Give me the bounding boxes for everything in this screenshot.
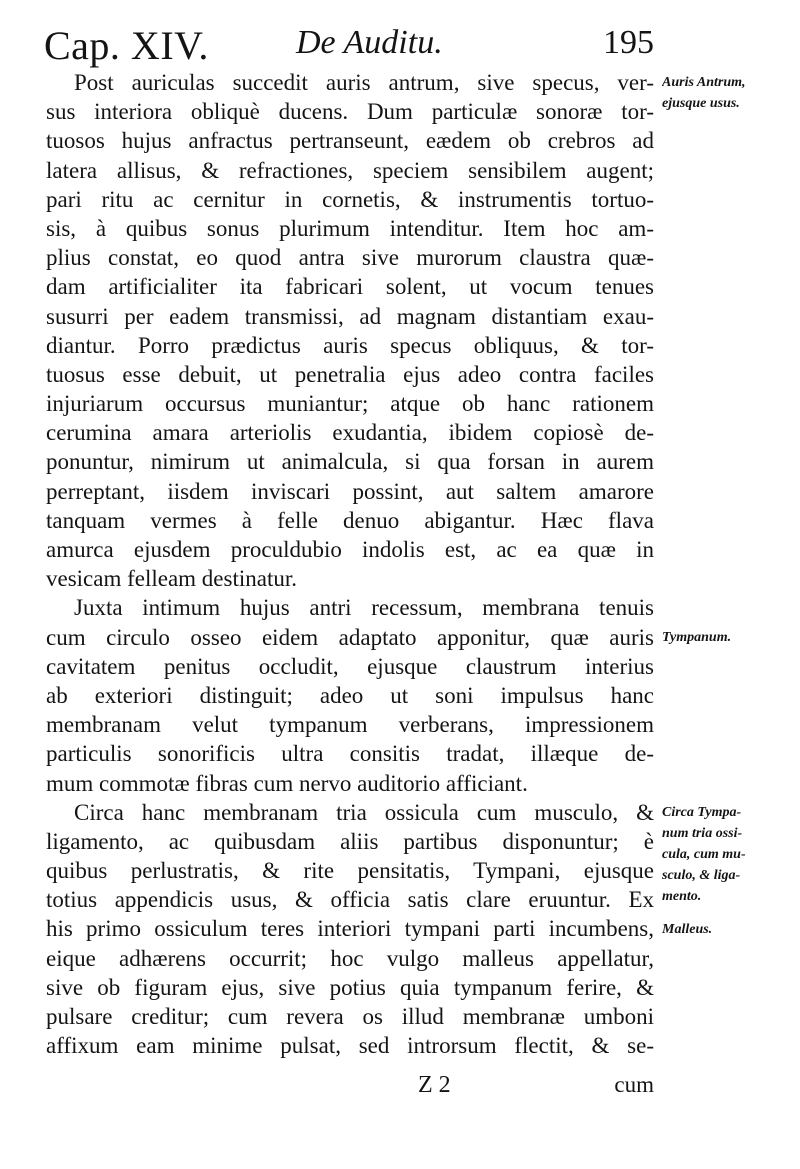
text-line: his primo ossiculum teres interiori tympani parti incumbens, — [46, 916, 654, 942]
text-line: latera allisus, & refractiones, speciem sensibilem augent; — [46, 157, 654, 183]
marginal-note-line: sculo, & liga- — [662, 868, 741, 883]
text-line: tuosus esse debuit, ut penetralia ejus adeo contra faciles — [46, 361, 654, 387]
page-footer — [46, 1070, 654, 1102]
marginal-note-line: mento. — [662, 889, 702, 904]
marginal-note-line: Auris Antrum, — [662, 75, 746, 90]
text-line: totius appendicis usus, & officia satis clare eruuntur. Ex — [46, 887, 654, 913]
main-text-block — [46, 68, 654, 1060]
marginal-note — [662, 627, 794, 648]
running-header — [40, 20, 660, 68]
marginal-note-line: cula, cum mu- — [662, 847, 746, 862]
marginal-note-line: ejusque usus. — [662, 96, 740, 111]
marginal-note-line: Malleus. — [662, 921, 713, 937]
text-line: perreptant, iisdem inviscari possint, aut saltem amarore — [46, 478, 654, 504]
text-line: particulis sonorificis ultra consitis tradat, illæque de- — [46, 741, 654, 767]
text-line: tanquam vermes à felle denuo abigantur. Hæc flava — [46, 507, 654, 533]
text-line: ab exteriori distinguit; adeo ut soni impulsus hanc — [46, 682, 654, 708]
marginal-note-line: Tympanum. — [662, 629, 732, 645]
text-line: cavitatem penitus occludit, ejusque claustrum interius — [46, 653, 654, 679]
text-line: ligamento, ac quibusdam aliis partibus disponuntur; è — [46, 828, 654, 854]
text-line: eique adhærens occurrit; hoc vulgo malleus appellatur, — [46, 945, 654, 971]
text-line: vesicam felleam destinatur. — [46, 566, 297, 592]
text-line: amurca ejusdem proculdubio indolis est, ac ea quæ in — [46, 537, 654, 562]
marginal-note — [662, 72, 794, 114]
text-line: quibus perlustratis, & rite pensitatis, Tympani, ejusque — [46, 858, 654, 884]
text-line: mum commotæ fibras cum nervo auditorio afficiant. — [46, 770, 528, 796]
text-line: cerumina amara arteriolis exudantia, ibidem copiosè de- — [46, 420, 654, 446]
text-line: plius constat, eo quod antra sive murorum claustra quæ- — [46, 245, 654, 271]
text-line: pari ritu ac cernitur in cornetis, & instrumentis tortuo- — [46, 186, 654, 212]
marginal-note-line: num tria ossi- — [662, 826, 743, 841]
marginal-note — [662, 919, 794, 940]
text-line: ponuntur, nimirum ut animalcula, si qua forsan in aurem — [46, 449, 654, 475]
text-line: injuriarum occursus muniantur; atque ob hanc rationem — [46, 391, 654, 417]
chapter-heading: Cap. XIV. — [44, 23, 209, 68]
signature-mark: Z 2 — [418, 1072, 451, 1098]
catchword: cum — [614, 1072, 654, 1097]
marginal-note-line: Circa Tympa- — [662, 805, 742, 820]
text-line: affixum eam minime pulsat, sed introrsum flectit, & se- — [46, 1033, 654, 1059]
marginal-note — [662, 802, 794, 907]
text-line: sus interiora obliquè ducens. Dum particulæ sonoræ tor- — [46, 99, 654, 125]
text-line: diantur. Porro prædictus auris specus obliquus, & tor- — [46, 332, 654, 358]
text-line: cum circulo osseo eidem adaptato apponitur, quæ auris — [46, 624, 654, 650]
text-line: membranam velut tympanum verberans, impressionem — [46, 712, 654, 738]
text-line: pulsare creditur; cum revera os illud membranæ umboni — [46, 1004, 654, 1029]
text-line: Circa hanc membranam tria ossicula cum musculo, & — [74, 799, 654, 825]
text-line: tuosos hujus anfractus pertranseunt, eædem ob crebros ad — [46, 128, 654, 154]
page-number: 195 — [603, 24, 654, 61]
running-title: De Auditu. — [296, 24, 443, 61]
text-line: dam artificialiter ita fabricari solent, ut vocum tenues — [46, 274, 654, 300]
text-line: Post auriculas succedit auris antrum, sive specus, ver- — [74, 70, 654, 95]
text-line: sis, à quibus sonus plurimum intenditur. Item hoc am- — [46, 215, 654, 241]
text-line: susurri per eadem transmissi, ad magnam distantiam exau- — [46, 303, 654, 329]
text-line: sive ob figuram ejus, sive potius quia tympanum ferire, & — [46, 974, 654, 1000]
text-line: Juxta intimum hujus antri recessum, membrana tenuis — [74, 595, 654, 621]
